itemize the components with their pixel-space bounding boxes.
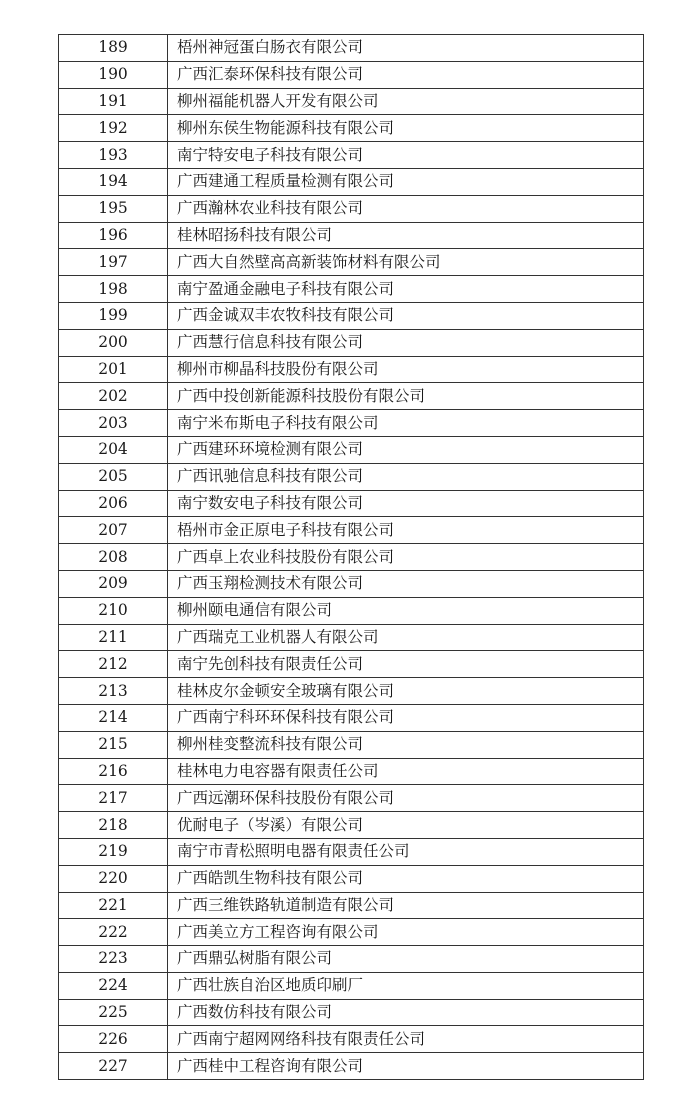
row-number: 211 [59,624,168,651]
table-row [59,678,644,705]
company-name: 广西大自然壁高高新装饰材料有限公司 [168,249,644,276]
table-row [59,972,644,999]
company-name: 南宁盈通金融电子科技有限公司 [168,276,644,303]
company-name: 南宁数安电子科技有限公司 [168,490,644,517]
row-number: 205 [59,463,168,490]
company-name: 广西中投创新能源科技股份有限公司 [168,383,644,410]
table-row [59,88,644,115]
table-row [59,276,644,303]
company-name: 广西远潮环保科技股份有限公司 [168,785,644,812]
table-row [59,758,644,785]
table-row [59,946,644,973]
company-name: 广西皓凯生物科技有限公司 [168,865,644,892]
company-name: 广西建环环境检测有限公司 [168,436,644,463]
company-name: 南宁市青松照明电器有限责任公司 [168,838,644,865]
row-number: 217 [59,785,168,812]
table-row [59,812,644,839]
company-name: 广西南宁科环环保科技有限公司 [168,704,644,731]
company-name: 柳州东侯生物能源科技有限公司 [168,115,644,142]
company-name: 广西建通工程质量检测有限公司 [168,168,644,195]
row-number: 213 [59,678,168,705]
company-name: 广西玉翔检测技术有限公司 [168,570,644,597]
table-row [59,490,644,517]
company-name: 柳州福能机器人开发有限公司 [168,88,644,115]
table-row [59,624,644,651]
row-number: 198 [59,276,168,303]
company-name: 桂林皮尔金顿安全玻璃有限公司 [168,678,644,705]
row-number: 199 [59,302,168,329]
table-row [59,704,644,731]
company-name: 广西鼎弘树脂有限公司 [168,946,644,973]
table-row [59,329,644,356]
row-number: 200 [59,329,168,356]
table-row [59,383,644,410]
table-row [59,410,644,437]
company-name: 广西南宁超网网络科技有限责任公司 [168,1026,644,1053]
company-name: 广西金诚双丰农牧科技有限公司 [168,302,644,329]
row-number: 220 [59,865,168,892]
row-number: 225 [59,999,168,1026]
company-name: 广西汇泰环保科技有限公司 [168,61,644,88]
company-name: 梧州市金正原电子科技有限公司 [168,517,644,544]
row-number: 197 [59,249,168,276]
company-name: 柳州颐电通信有限公司 [168,597,644,624]
row-number: 219 [59,838,168,865]
row-number: 196 [59,222,168,249]
company-name: 优耐电子（岑溪）有限公司 [168,812,644,839]
table-row [59,35,644,62]
table-row [59,731,644,758]
table-row [59,463,644,490]
company-name: 广西三维铁路轨道制造有限公司 [168,892,644,919]
row-number: 204 [59,436,168,463]
table-row [59,999,644,1026]
table-row [59,249,644,276]
company-name: 广西瑞克工业机器人有限公司 [168,624,644,651]
table-row [59,195,644,222]
company-name: 广西数仿科技有限公司 [168,999,644,1026]
table-row [59,168,644,195]
row-number: 215 [59,731,168,758]
table-row [59,544,644,571]
company-name: 桂林昭扬科技有限公司 [168,222,644,249]
company-list-body [59,35,644,1080]
row-number: 214 [59,704,168,731]
company-name: 广西美立方工程咨询有限公司 [168,919,644,946]
company-name: 广西慧行信息科技有限公司 [168,329,644,356]
row-number: 202 [59,383,168,410]
row-number: 223 [59,946,168,973]
table-row [59,142,644,169]
row-number: 189 [59,35,168,62]
company-list-table [58,34,644,1080]
table-row [59,570,644,597]
table-row [59,785,644,812]
table-row [59,302,644,329]
table-row [59,222,644,249]
row-number: 222 [59,919,168,946]
row-number: 218 [59,812,168,839]
company-name: 桂林电力电容器有限责任公司 [168,758,644,785]
row-number: 191 [59,88,168,115]
row-number: 201 [59,356,168,383]
row-number: 212 [59,651,168,678]
table-row [59,919,644,946]
table-row [59,436,644,463]
company-name: 南宁特安电子科技有限公司 [168,142,644,169]
row-number: 206 [59,490,168,517]
table-row [59,115,644,142]
row-number: 193 [59,142,168,169]
row-number: 216 [59,758,168,785]
row-number: 227 [59,1053,168,1080]
row-number: 203 [59,410,168,437]
company-name: 广西桂中工程咨询有限公司 [168,1053,644,1080]
company-name: 南宁米布斯电子科技有限公司 [168,410,644,437]
table-row [59,892,644,919]
table-row [59,838,644,865]
company-name: 柳州市柳晶科技股份有限公司 [168,356,644,383]
row-number: 209 [59,570,168,597]
row-number: 210 [59,597,168,624]
table-row [59,597,644,624]
table-row [59,356,644,383]
company-name: 广西讯驰信息科技有限公司 [168,463,644,490]
table-row [59,517,644,544]
company-name: 广西壮族自治区地质印刷厂 [168,972,644,999]
row-number: 192 [59,115,168,142]
row-number: 221 [59,892,168,919]
table-row [59,865,644,892]
company-name: 南宁先创科技有限责任公司 [168,651,644,678]
table-row [59,1053,644,1080]
company-name: 广西瀚林农业科技有限公司 [168,195,644,222]
table-row [59,61,644,88]
company-name: 梧州神冠蛋白肠衣有限公司 [168,35,644,62]
row-number: 207 [59,517,168,544]
row-number: 224 [59,972,168,999]
company-name: 广西卓上农业科技股份有限公司 [168,544,644,571]
table-row [59,651,644,678]
row-number: 190 [59,61,168,88]
row-number: 195 [59,195,168,222]
row-number: 226 [59,1026,168,1053]
company-name: 柳州桂变整流科技有限公司 [168,731,644,758]
table-row [59,1026,644,1053]
row-number: 194 [59,168,168,195]
row-number: 208 [59,544,168,571]
